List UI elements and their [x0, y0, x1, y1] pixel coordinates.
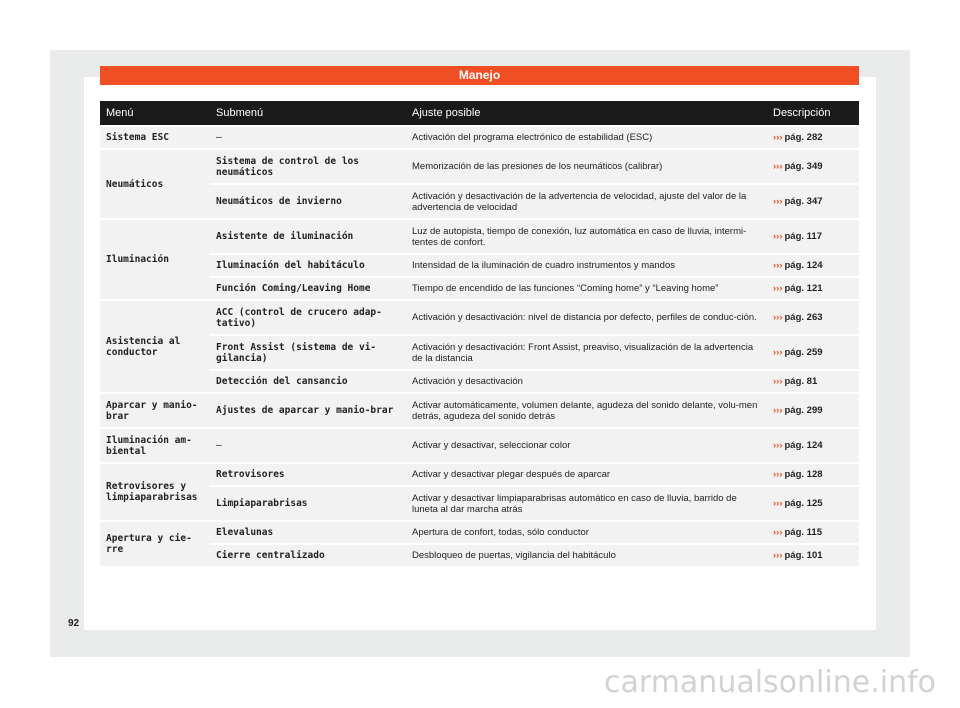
submenu-cell: Elevalunas [210, 522, 406, 543]
reference-arrow-icon: ››› [773, 376, 783, 387]
table-row [100, 278, 859, 299]
submenu-cell: Retrovisores [210, 464, 406, 485]
table-row [100, 429, 859, 462]
menu-cell: Aparcar y manio-brar [100, 394, 210, 427]
page-reference-text: pág. 117 [784, 231, 822, 242]
table-row [100, 301, 859, 334]
table-row [100, 220, 859, 253]
submenu-cell: – [210, 429, 406, 462]
setting-cell: Intensidad de la iluminación de cuadro instrumentos y mandos [406, 255, 767, 276]
page-reference[interactable] [767, 301, 859, 334]
table-row [100, 150, 859, 183]
menu-cell: Iluminación [100, 220, 210, 299]
table-row [100, 127, 859, 148]
menu-cell: Retrovisores y limpiaparabrisas [100, 464, 210, 520]
page-reference[interactable] [767, 487, 859, 520]
page-reference-text: pág. 124 [784, 440, 823, 451]
page-reference[interactable] [767, 185, 859, 218]
reference-arrow-icon: ››› [773, 283, 783, 294]
page-reference[interactable] [767, 336, 859, 369]
reference-arrow-icon: ››› [773, 469, 783, 480]
setting-cell: Activar y desactivar limpiaparabrisas automático en caso de lluvia, barrido de luneta al dar marcha atrás [406, 487, 767, 520]
settings-table [100, 99, 859, 568]
submenu-cell: Cierre centralizado [210, 545, 406, 566]
reference-arrow-icon: ››› [773, 132, 783, 143]
column-header-submenu: Submenú [210, 101, 406, 125]
page-reference-text: pág. 124 [784, 260, 823, 271]
column-header-setting: Ajuste posible [406, 101, 767, 125]
reference-arrow-icon: ››› [773, 550, 783, 561]
reference-arrow-icon: ››› [773, 440, 783, 451]
menu-cell: Neumáticos [100, 150, 210, 218]
page-reference[interactable] [767, 278, 859, 299]
page-reference[interactable] [767, 255, 859, 276]
submenu-cell: Limpiaparabrisas [210, 487, 406, 520]
table-row [100, 185, 859, 218]
page-reference-text: pág. 349 [784, 161, 823, 172]
reference-arrow-icon: ››› [773, 405, 783, 416]
reference-arrow-icon: ››› [773, 347, 783, 358]
menu-cell: Sistema ESC [100, 127, 210, 148]
reference-arrow-icon: ››› [773, 260, 783, 271]
reference-arrow-icon: ››› [773, 161, 783, 172]
page-reference[interactable] [767, 429, 859, 462]
submenu-cell: ACC (control de crucero adap-tativo) [210, 301, 406, 334]
menu-cell: Apertura y cie-rre [100, 522, 210, 566]
setting-cell: Activación y desactivación: Front Assist, preaviso, visualización de la advertencia de la distancia [406, 336, 767, 369]
page-reference[interactable] [767, 545, 859, 566]
setting-cell: Activación y desactivación [406, 371, 767, 392]
reference-arrow-icon: ››› [773, 498, 783, 509]
setting-cell: Activar y desactivar plegar después de aparcar [406, 464, 767, 485]
table-row [100, 522, 859, 543]
setting-cell: Activación y desactivación: nivel de distancia por defecto, perfiles de conduc-ción. [406, 301, 767, 334]
table-row [100, 336, 859, 369]
table-row [100, 487, 859, 520]
table-row [100, 545, 859, 566]
page-reference[interactable] [767, 522, 859, 543]
table-row [100, 255, 859, 276]
page-reference-text: pág. 299 [784, 405, 823, 416]
reference-arrow-icon: ››› [773, 312, 783, 323]
setting-cell: Tiempo de encendido de las funciones “Coming home” y “Leaving home” [406, 278, 767, 299]
submenu-cell: Función Coming/Leaving Home [210, 278, 406, 299]
watermark: carmanualsonline.info [604, 665, 936, 700]
menu-cell: Asistencia al conductor [100, 301, 210, 392]
table-header-row [100, 101, 859, 125]
page-reference[interactable] [767, 220, 859, 253]
submenu-cell: Asistente de iluminación [210, 220, 406, 253]
page-reference[interactable] [767, 394, 859, 427]
page-number: 92 [68, 618, 80, 629]
table-row [100, 464, 859, 485]
reference-arrow-icon: ››› [773, 527, 783, 538]
submenu-cell: Ajustes de aparcar y manio-brar [210, 394, 406, 427]
page-reference-text: pág. 263 [784, 312, 823, 323]
setting-cell: Luz de autopista, tiempo de conexión, luz automática en caso de lluvia, intermi-tentes de confort. [406, 220, 767, 253]
column-header-menu: Menú [100, 101, 210, 125]
submenu-cell: Iluminación del habitáculo [210, 255, 406, 276]
reference-arrow-icon: ››› [773, 196, 783, 207]
page-reference-text: pág. 259 [784, 347, 823, 358]
setting-cell: Activar automáticamente, volumen delante, agudeza del sonido delante, volu-men detrás, agudeza del sonido detrás [406, 394, 767, 427]
page-reference-text: pág. 121 [784, 283, 823, 294]
menu-cell: Iluminación am-biental [100, 429, 210, 462]
setting-cell: Apertura de confort, todas, sólo conductor [406, 522, 767, 543]
reference-arrow-icon: ››› [773, 231, 783, 242]
setting-cell: Activación y desactivación de la advertencia de velocidad, ajuste del valor de la advertencia de velocidad [406, 185, 767, 218]
submenu-cell: Neumáticos de invierno [210, 185, 406, 218]
submenu-cell: Detección del cansancio [210, 371, 406, 392]
page-reference-text: pág. 125 [784, 498, 823, 509]
setting-cell: Memorización de las presiones de los neumáticos (calibrar) [406, 150, 767, 183]
submenu-cell: Front Assist (sistema de vi-gilancia) [210, 336, 406, 369]
page-reference[interactable] [767, 150, 859, 183]
page-reference-text: pág. 282 [784, 132, 823, 143]
table-row [100, 394, 859, 427]
page-reference[interactable] [767, 464, 859, 485]
submenu-cell: Sistema de control de los neumáticos [210, 150, 406, 183]
section-title: Manejo [100, 66, 859, 85]
page-reference-text: pág. 81 [784, 376, 818, 387]
page-reference-text: pág. 128 [784, 469, 823, 480]
setting-cell: Desbloqueo de puertas, vigilancia del habitáculo [406, 545, 767, 566]
table-row [100, 371, 859, 392]
setting-cell: Activar y desactivar, seleccionar color [406, 429, 767, 462]
page-reference[interactable] [767, 127, 859, 148]
page-reference-text: pág. 101 [784, 550, 823, 561]
setting-cell: Activación del programa electrónico de estabilidad (ESC) [406, 127, 767, 148]
page-reference-text: pág. 347 [784, 196, 823, 207]
submenu-cell: – [210, 127, 406, 148]
page-reference[interactable] [767, 371, 859, 392]
page-reference-text: pág. 115 [784, 527, 822, 538]
column-header-description: Descripción [767, 101, 859, 125]
